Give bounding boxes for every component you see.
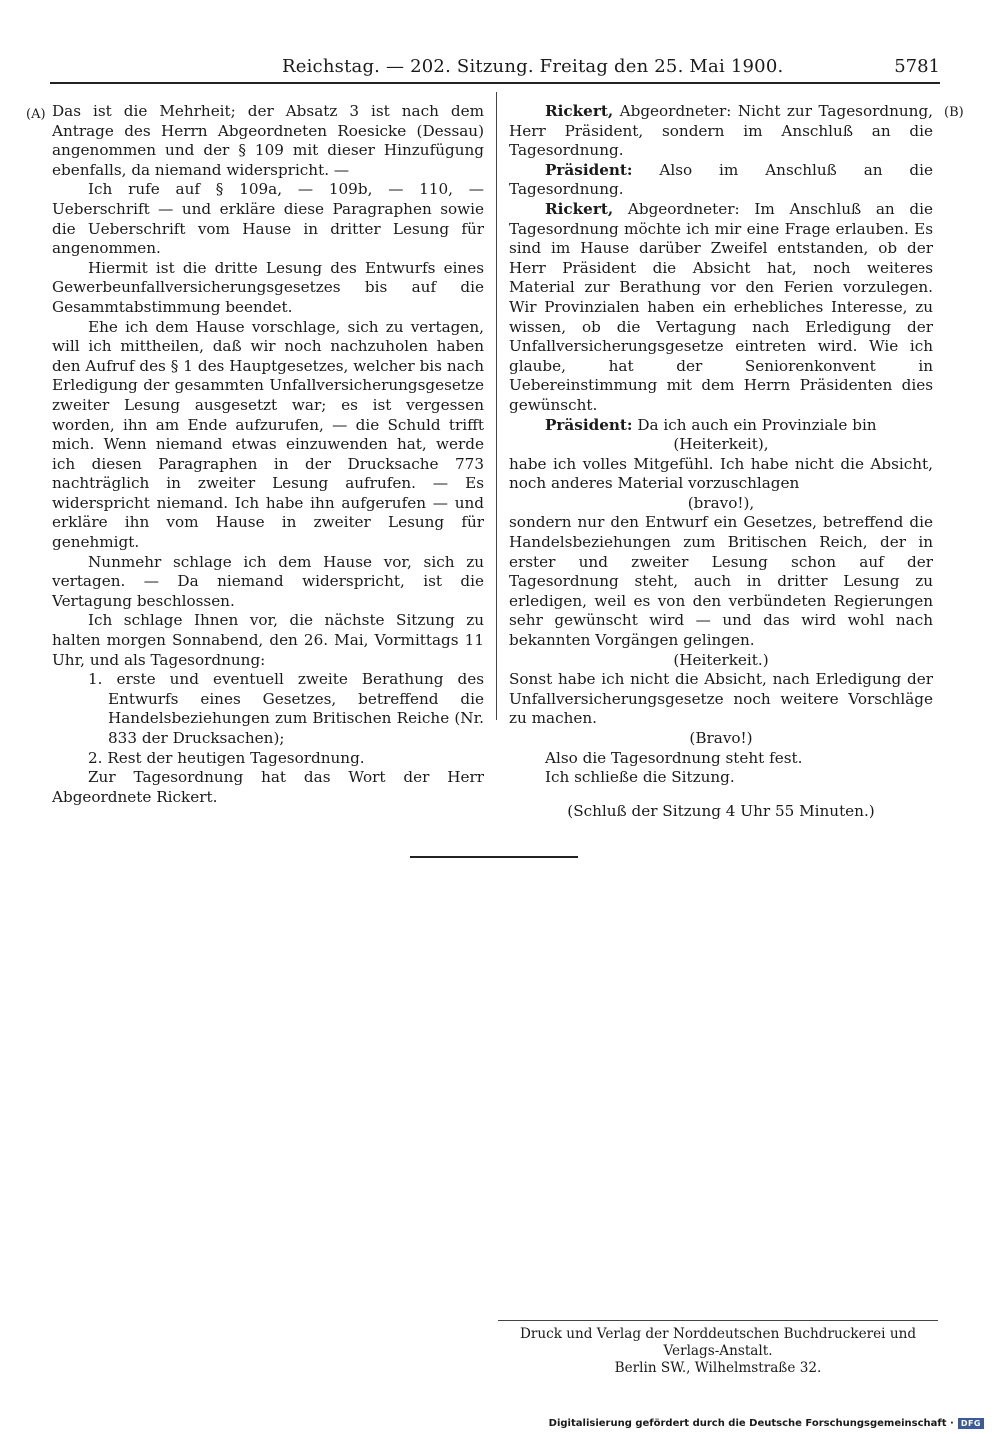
agenda-item: 1. erste und eventuell zweite Berathung des Entwurfs eines Gesetzes, betreffend die Handelsbeziehungen zum Britischen Reiche (Nr. 833 der Drucksachen); — [88, 670, 484, 747]
speech-text: habe ich volles Mitgefühl. Ich habe nicht die Absicht, noch anderes Material vorzuschlagen — [509, 454, 933, 493]
speaker-name: Rickert, — [545, 199, 614, 218]
speech-text: sondern nur den Entwurf ein Gesetzes, betreffend die Handelsbeziehungen zum Britischen Reich, der in erster und zweiter Lesung schon auf der Tagesordnung steht, auch in dritter Lesung zu erledigen, weil es von den verbündeten Regierungen sehr gewünscht wird — und das wird wohl nach bekannten Vorgängen gelingen. — [509, 513, 933, 650]
speech-text: Abgeordneter: Im Anschluß an die Tagesordnung möchte ich mir eine Frage erlauben. Es sind im Hause darüber Zweifel entstanden, ob der Herr Präsident die Absicht hat, noch weiteres Material zur Berathung vor den Ferien vorzulegen. Wir Provinzialen haben ein erhebliches Interesse, zu wissen, ob die Vertagung nach Erledigung der Unfallversicherungsgesetze eintreten wird. Wie ich glaube, hat der Seniorenkonvent in Uebereinstimmung mit dem Herrn Präsidenten dies gewünscht. — [509, 199, 933, 414]
paragraph: Zur Tagesordnung hat das Wort der Herr Abgeordnete Rickert. — [52, 768, 484, 806]
paragraph: Ich schlage Ihnen vor, die nächste Sitzung zu halten morgen Sonnabend, den 26. Mai, Vormittags 11 Uhr, und als Tagesordnung: — [52, 611, 484, 669]
agenda-item: 2. Rest der heutigen Tagesordnung. — [88, 748, 365, 767]
audience-reaction: (Bravo!) — [689, 729, 753, 747]
speech-text: Ich schließe die Sitzung. — [545, 768, 735, 787]
paragraph: Das ist die Mehrheit; der Absatz 3 ist nach dem Antrage des Herrn Abgeordneten Roesicke (Dessau) angenommen und der § 109 mit dieser Hinzufügung ebenfalls, da niemand widerspricht. — — [52, 102, 484, 179]
digitization-credit — [549, 1418, 984, 1429]
imprint-rule — [498, 1320, 938, 1321]
speech-paragraph — [509, 102, 933, 161]
page-header — [50, 56, 940, 80]
header-rule — [50, 82, 940, 84]
paragraph: Ehe ich dem Hause vorschlage, sich zu vertagen, will ich mittheilen, daß wir noch nachzuholen haben den Aufruf des § 1 des Hauptgesetzes, welcher bis nach Erledigung der gesammten Unfallversicherungsgesetze zweiter Lesung ausgesetzt war; es ist vergessen worden, ihn am Ende aufzurufen, — die Schuld trifft mich. Wenn niemand etwas einzuwenden hat, werde ich diesen Paragraphen in der Drucksache 773 nachträglich in zweiter Lesung aufrufen. — Es widerspricht niemand. Ich habe ihn aufgerufen — und erkläre ihn vom Hause in zweiter Lesung für genehmigt. — [52, 317, 484, 552]
imprint-line: Druck und Verlag der Norddeutschen Buchdruckerei und Verlags-Anstalt. — [519, 1326, 917, 1359]
audience-reaction: (bravo!), — [687, 493, 755, 512]
page-number: 5781 — [894, 56, 940, 77]
left-column — [52, 102, 484, 807]
speech-text: Also im Anschluß an die Tagesordnung. — [509, 160, 933, 199]
dfg-logo-icon: DFG — [958, 1418, 984, 1429]
credit-text: Digitalisierung gefördert durch die Deutsche Forschungsgemeinschaft · — [548, 1418, 954, 1429]
speech-text: Also die Tagesordnung steht fest. — [545, 748, 803, 767]
audience-reaction: (Heiterkeit.) — [673, 650, 769, 669]
agenda-list — [88, 670, 484, 768]
paragraph: Nunmehr schlage ich dem Hause vor, sich zu vertagen. — Da niemand widerspricht, ist die Vertagung beschlossen. — [52, 552, 484, 610]
column-separator — [496, 92, 497, 720]
imprint-line: Berlin SW., Wilhelmstraße 32. — [614, 1360, 822, 1376]
speaker-name: Präsident: — [545, 160, 633, 179]
imprint — [498, 1326, 938, 1377]
margin-marker-a: (A) — [26, 107, 46, 122]
margin-marker-b: (B) — [944, 105, 964, 120]
speech-paragraph — [509, 416, 933, 436]
right-column — [509, 102, 933, 821]
speech-text: Da ich auch ein Provinziale bin — [632, 415, 877, 434]
speech-text: Sonst habe ich nicht die Absicht, nach Erledigung der Unfallversicherungsgesetze noch weitere Vorschläge zu machen. — [509, 670, 933, 728]
end-rule — [410, 856, 578, 858]
speech-text: Abgeordneter: Nicht zur Tagesordnung, Herr Präsident, sondern im Anschluß an die Tagesordnung. — [509, 102, 933, 160]
session-closing: (Schluß der Sitzung 4 Uhr 55 Minuten.) — [567, 801, 875, 820]
speech-paragraph — [509, 161, 933, 200]
paragraph: Ich rufe auf § 109a, — 109b, — 110, — Ueberschrift — und erkläre diese Paragraphen sowie die Ueberschrift vom Hause in dritter Lesung für angenommen. — [52, 180, 484, 258]
speaker-name: Rickert, — [545, 102, 614, 120]
speaker-name: Präsident: — [545, 415, 633, 434]
paragraph: Hiermit ist die dritte Lesung des Entwurfs eines Gewerbeunfallversicherungsgesetzes bis auf die Gesammtabstimmung beendet. — [52, 258, 484, 316]
audience-reaction: (Heiterkeit), — [673, 435, 769, 454]
running-title: Reichstag. — 202. Sitzung. Freitag den 25. Mai 1900. — [282, 56, 784, 77]
speech-paragraph — [509, 200, 933, 416]
